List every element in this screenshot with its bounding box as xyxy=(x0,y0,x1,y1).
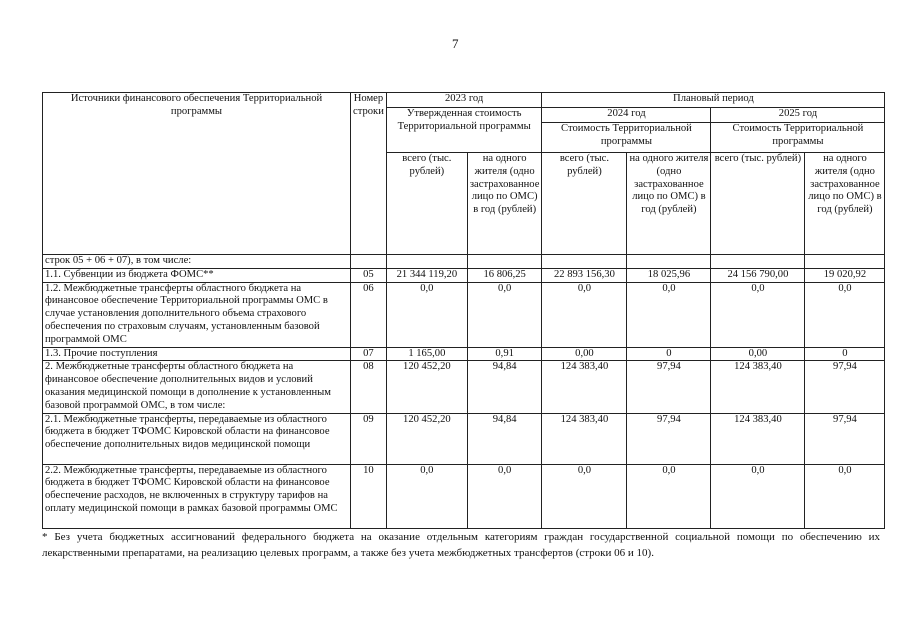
value-2024-per-capita: 0,0 xyxy=(627,464,711,528)
row-line-number: 10 xyxy=(351,464,387,528)
value-2025-per-capita: 0,0 xyxy=(805,282,885,347)
row-label: 1.1. Субвенции из бюджета ФОМС** xyxy=(43,268,351,282)
value-2023-total: 0,0 xyxy=(386,282,467,347)
header-year-2024: 2024 год xyxy=(542,108,711,123)
value-2023-total: 120 452,20 xyxy=(386,413,467,464)
value-2024-total: 0,0 xyxy=(542,282,627,347)
row-line-number: 07 xyxy=(351,347,387,361)
value-2024-total: 124 383,40 xyxy=(542,413,627,464)
value-2023-total: 120 452,20 xyxy=(386,361,467,413)
row-label: 2.1. Межбюджетные трансферты, передаваемые из областного бюджета в бюджет ТФОМС Кировской области на финансовое обеспечение дополнительных видов медицинской помощи xyxy=(43,413,351,464)
value-2023-total: 0,0 xyxy=(386,464,467,528)
footnote: * Без учета бюджетных ассигнований федерального бюджета на оказание отдельным категориям граждан государственной социальной помощи по обеспечению их лекарственными препаратами, на реализацию целевых программ, а также без учета межбюджетных трансфертов (строки 06 и 10). xyxy=(42,531,880,559)
row-label: 1.2. Межбюджетные трансферты областного бюджета на финансовое обеспечение Территориальной программы ОМС в случае установления дополнительного объема страхового обеспечения по страховым случаям, установленным базовой программой ОМС xyxy=(43,282,351,347)
value-2024-per-capita: 97,94 xyxy=(627,413,711,464)
value-2023-total: 1 165,00 xyxy=(386,347,467,361)
table-row xyxy=(43,282,885,347)
value-2025-per-capita: 0,0 xyxy=(805,464,885,528)
value-2025-total: 24 156 790,00 xyxy=(711,268,805,282)
table-row xyxy=(43,347,885,361)
row-line-number: 08 xyxy=(351,361,387,413)
table-row xyxy=(43,361,885,413)
table-row xyxy=(43,413,885,464)
value-2024-total: 0,00 xyxy=(542,347,627,361)
table-row xyxy=(43,268,885,282)
header-per-capita-2024: на одного жителя (одно застрахованное лицо по ОМС) в год (рублей) xyxy=(627,153,711,255)
value-2024-total: 22 893 156,30 xyxy=(542,268,627,282)
row-line-number: 06 xyxy=(351,282,387,347)
header-planning-period: Плановый период xyxy=(542,93,885,108)
header-total-2023: всего (тыс. рублей) xyxy=(386,153,467,255)
header-sources: Источники финансового обеспечения Территориальной программы xyxy=(43,93,351,255)
value-2025-per-capita: 19 020,92 xyxy=(805,268,885,282)
header-cost-2024: Стоимость Территориальной программы xyxy=(542,123,711,153)
header-line-number: Номер строки xyxy=(351,93,387,255)
continuation-text: строк 05 + 06 + 07), в том числе: xyxy=(43,255,351,269)
value-2025-per-capita: 97,94 xyxy=(805,361,885,413)
value-2024-total: 0,0 xyxy=(542,464,627,528)
table-row xyxy=(43,464,885,528)
value-2024-per-capita: 97,94 xyxy=(627,361,711,413)
value-2023-per-capita: 16 806,25 xyxy=(467,268,542,282)
header-cost-2025: Стоимость Территориальной программы xyxy=(711,123,885,153)
value-2025-per-capita: 0 xyxy=(805,347,885,361)
value-2024-per-capita: 0,0 xyxy=(627,282,711,347)
value-2023-per-capita: 0,91 xyxy=(467,347,542,361)
value-2025-per-capita: 97,94 xyxy=(805,413,885,464)
header-approved-cost: Утвержденная стоимость Территориальной программы xyxy=(386,108,542,153)
value-2025-total: 124 383,40 xyxy=(711,361,805,413)
value-2023-per-capita: 0,0 xyxy=(467,282,542,347)
row-label: 2.2. Межбюджетные трансферты, передаваемые из областного бюджета в бюджет ТФОМС Кировской области на финансовое обеспечение расходов, не включенных в структуру тарифов на оплату медицинской помощи в рамках базовой программы ОМС xyxy=(43,464,351,528)
row-line-number: 05 xyxy=(351,268,387,282)
value-2025-total: 0,00 xyxy=(711,347,805,361)
value-2024-per-capita: 18 025,96 xyxy=(627,268,711,282)
value-2023-per-capita: 94,84 xyxy=(467,361,542,413)
value-2023-per-capita: 0,0 xyxy=(467,464,542,528)
header-total-2025: всего (тыс. рублей) xyxy=(711,153,805,255)
value-2025-total: 0,0 xyxy=(711,282,805,347)
header-per-capita-2025: на одного жителя (одно застрахованное лицо по ОМС) в год (рублей) xyxy=(805,153,885,255)
financing-table xyxy=(42,92,885,529)
row-label: 2. Межбюджетные трансферты областного бюджета на финансовое обеспечение дополнительных видов и условий оказания медицинской помощи в дополнение к установленным базовой программой ОМС, в том числе: xyxy=(43,361,351,413)
header-year-2025: 2025 год xyxy=(711,108,885,123)
page-number: 7 xyxy=(452,36,459,51)
header-per-capita-2023: на одного жителя (одно застрахованное лицо по ОМС) в год (рублей) xyxy=(467,153,542,255)
value-2023-total: 21 344 119,20 xyxy=(386,268,467,282)
row-line-number: 09 xyxy=(351,413,387,464)
row-label: 1.3. Прочие поступления xyxy=(43,347,351,361)
header-year-2023: 2023 год xyxy=(386,93,542,108)
header-total-2024: всего (тыс. рублей) xyxy=(542,153,627,255)
value-2024-total: 124 383,40 xyxy=(542,361,627,413)
value-2025-total: 0,0 xyxy=(711,464,805,528)
value-2025-total: 124 383,40 xyxy=(711,413,805,464)
value-2024-per-capita: 0 xyxy=(627,347,711,361)
value-2023-per-capita: 94,84 xyxy=(467,413,542,464)
